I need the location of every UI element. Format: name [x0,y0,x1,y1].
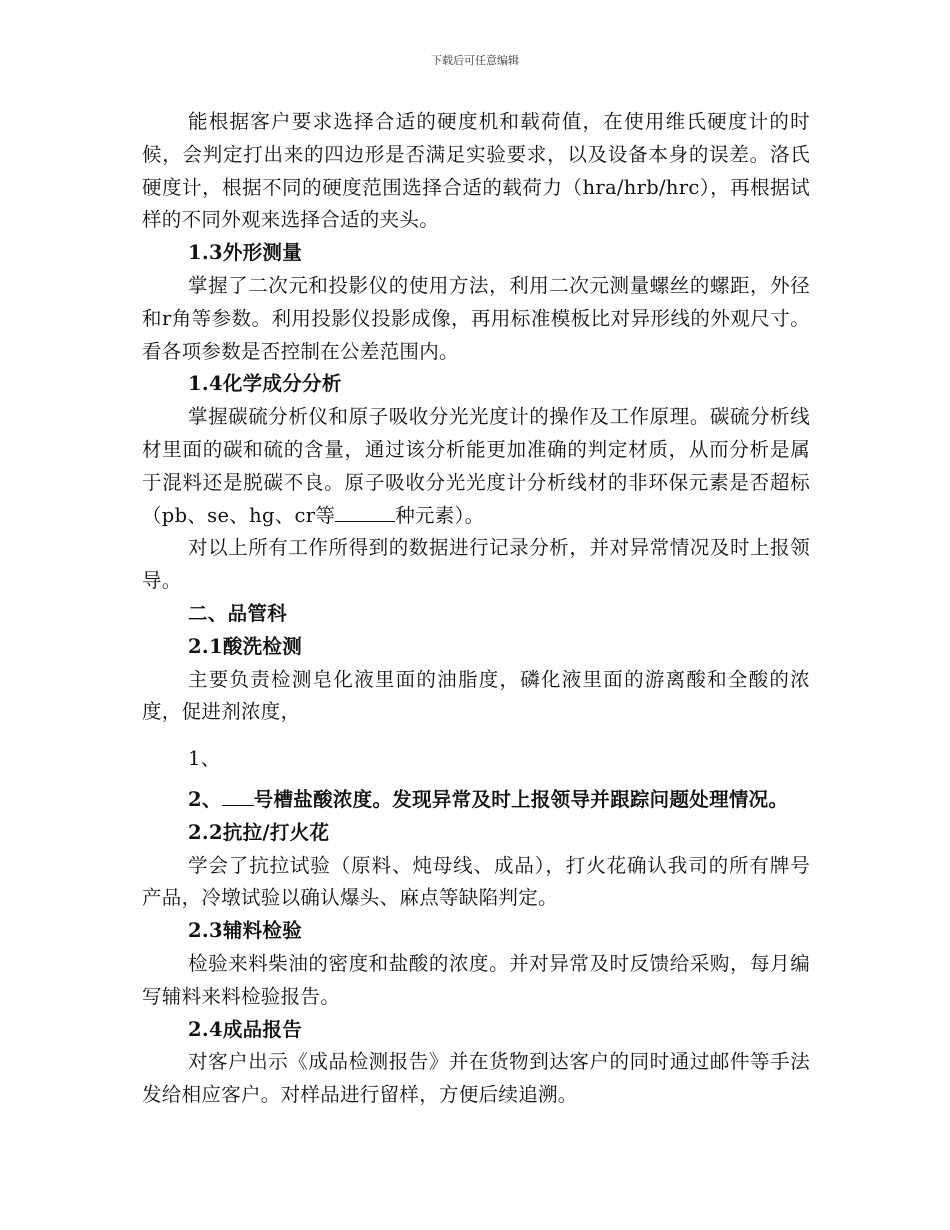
list-item-2 [142,784,810,817]
heading-1-3: 1.3外形测量 [188,241,303,265]
paragraph-tensile: 学会了抗拉试验（原料、炖母线、成品），打火花确认我司的所有牌号产品，冷墩试验以确认爆头、麻点等缺陷判定。 [142,853,810,910]
heading-1-4: 1.4化学成分分析 [188,372,342,396]
paragraph-shape-measurement: 掌握了二次元和投影仪的使用方法，利用二次元测量螺丝的螺距，外径和r角等参数。利用投影仪投影成像，再用标准模板比对异形线的外观尺寸。看各项参数是否控制在公差范围内。 [142,273,810,363]
paragraph-records: 对以上所有工作所得到的数据进行记录分析，并对异常情况及时上报领导。 [142,536,810,593]
list-item-2-text: 号槽盐酸浓度。发现异常及时上报领导并跟踪问题处理情况。 [253,787,789,811]
heading-quality-dept: 二、品管科 [188,601,288,625]
paragraph-chemical-analysis [142,401,810,532]
chemical-analysis-tail: 种元素）。 [395,503,485,527]
page-header: 下载后可任意编辑 [431,54,519,67]
chemical-analysis-text: 掌握碳硫分析仪和原子吸收分光光度计的操作及工作原理。碳硫分析线材里面的碳和硫的含量，通过该分析能更加准确的判定材质，从而分析是属于混料还是脱碳不良。原子吸收分光光度计分析线材的非环保元素是否超标（pb、se、hg、cr等 [142,405,810,527]
heading-2-1: 2.1酸洗检测 [188,634,303,658]
document-body [142,106,810,1112]
heading-2-4: 2.4成品报告 [188,1017,303,1041]
list-item-2-number: 2、 [188,787,222,811]
paragraph-product-report: 对客户出示《成品检测报告》并在货物到达客户的同时通过邮件等手法发给相应客户。对样品进行留样，方便后续追溯。 [142,1050,810,1107]
paragraph-auxiliary: 检验来料柴油的密度和盐酸的浓度。并对异常及时反馈给采购，每月编写辅料来料检验报告。 [142,951,810,1008]
fill-blank [222,787,254,806]
fill-blank [335,503,395,522]
heading-2-3: 2.3辅料检验 [188,919,303,943]
heading-2-2: 2.2抗拉/打火花 [188,820,330,844]
list-item-1: 1、 [188,747,221,771]
paragraph-hardness: 能根据客户要求选择合适的硬度机和载荷值，在使用维氏硬度计的时候，会判定打出来的四边形是否满足实验要求，以及设备本身的误差。洛氏硬度计，根据不同的硬度范围选择合适的载荷力（hra/hrb/hrc），再根据试样的不同外观来选择合适的夹头。 [142,110,810,232]
paragraph-pickling: 主要负责检测皂化液里面的油脂度，磷化液里面的游离酸和全酸的浓度，促进剂浓度， [142,667,810,724]
